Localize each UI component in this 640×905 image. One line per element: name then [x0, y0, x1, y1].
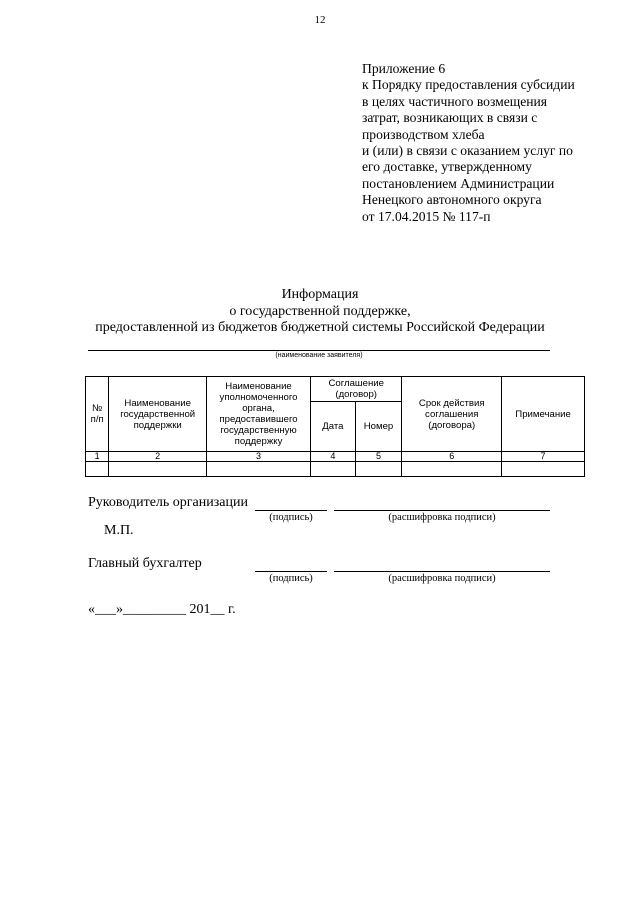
annex-line: затрат, возникающих в связи с	[362, 110, 538, 126]
header-agreement: Соглашение (договор)	[311, 377, 402, 402]
empty-cell[interactable]	[355, 462, 402, 477]
annex-block	[362, 61, 622, 225]
accountant-signature-caption: (подпись)	[269, 573, 313, 584]
header-authority: Наименование уполномоченного органа, предоставившего государственную поддержку	[207, 377, 311, 452]
col-number-cell: 3	[207, 452, 311, 462]
annex-line: его доставке, утвержденному	[362, 159, 532, 175]
header-note: Примечание	[502, 377, 585, 452]
annex-line: и (или) в связи с оказанием услуг по	[362, 143, 573, 159]
head-decode-caption: (расшифровка подписи)	[388, 512, 496, 523]
header-support-name: Наименование государственной поддержки	[109, 377, 207, 452]
head-decode-line[interactable]	[334, 510, 550, 511]
header-num: № п/п	[86, 377, 109, 452]
header-term: Срок действия соглашения (договора)	[402, 377, 502, 452]
empty-cell[interactable]	[109, 462, 207, 477]
title-line-1: Информация	[281, 287, 359, 302]
title-line-3: предоставленной из бюджетов бюджетной системы Российской Федерации	[95, 320, 545, 335]
empty-cell[interactable]	[402, 462, 502, 477]
stamp-label: М.П.	[104, 523, 134, 538]
support-table	[85, 376, 585, 477]
accountant-signature-line[interactable]	[255, 571, 327, 572]
head-signature-caption: (подпись)	[269, 512, 313, 523]
col-number-cell: 6	[402, 452, 502, 462]
annex-line: Приложение 6	[362, 61, 446, 76]
header-date: Дата	[311, 402, 356, 452]
col-number-cell: 1	[86, 452, 109, 462]
annex-line: к Порядку предоставления субсидии	[362, 77, 575, 93]
annex-line: в целях частичного возмещения	[362, 93, 548, 109]
empty-cell[interactable]	[207, 462, 311, 477]
col-number-cell: 2	[109, 452, 207, 462]
col-number-cell: 5	[355, 452, 402, 462]
header-number: Номер	[355, 402, 402, 452]
col-number-cell: 7	[502, 452, 585, 462]
document-title	[60, 287, 580, 337]
annex-line: производством хлеба	[362, 126, 485, 142]
applicant-caption: (наименование заявителя)	[275, 352, 363, 359]
page-number: 12	[314, 14, 326, 26]
annex-line: от 17.04.2015 № 117-п	[362, 208, 491, 224]
empty-cell[interactable]	[502, 462, 585, 477]
empty-cell[interactable]	[311, 462, 356, 477]
annex-line: Ненецкого автономного округа	[362, 192, 542, 208]
date-line[interactable]: «___»_________ 201__ г.	[88, 602, 236, 617]
accountant-decode-caption: (расшифровка подписи)	[388, 573, 496, 584]
applicant-name-line	[88, 350, 550, 351]
empty-row	[86, 462, 585, 477]
title-line-2: о государственной поддержке,	[229, 303, 411, 319]
accountant-label: Главный бухгалтер	[88, 556, 202, 571]
accountant-decode-line[interactable]	[334, 571, 550, 572]
head-signature-line[interactable]	[255, 510, 327, 511]
empty-cell[interactable]	[86, 462, 109, 477]
annex-line: постановлением Администрации	[362, 175, 555, 191]
head-label: Руководитель организации	[88, 495, 248, 510]
col-number-cell: 4	[311, 452, 356, 462]
